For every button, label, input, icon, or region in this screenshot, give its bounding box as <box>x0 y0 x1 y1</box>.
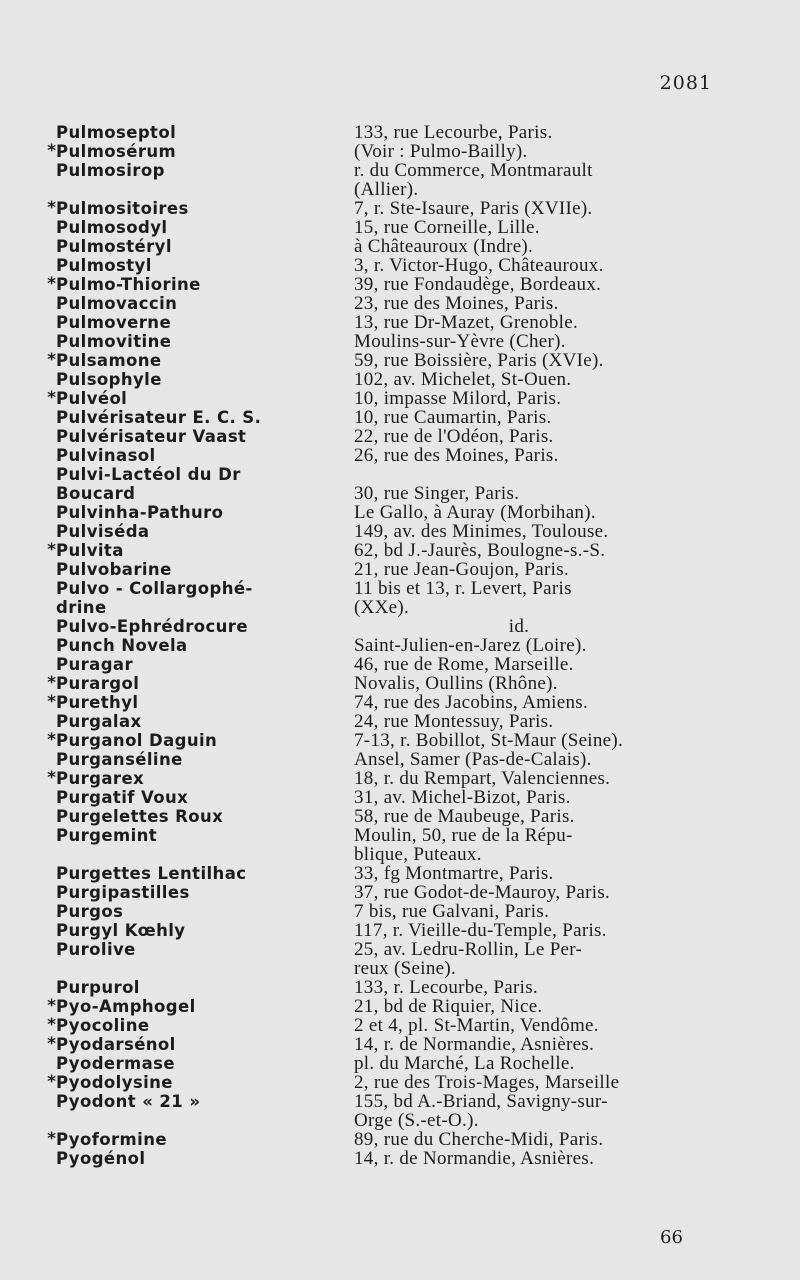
entry-address: Le Gallo, à Auray (Morbihan). <box>354 502 596 523</box>
entry-name: Pulvérisateur Vaast <box>56 427 247 446</box>
entry-name: Purgelettes Roux <box>56 807 224 826</box>
entry-marker: * <box>47 730 56 750</box>
entry-row <box>44 408 724 427</box>
entry-name: Pulmosodyl <box>56 218 168 237</box>
entry-name: Pulmositoires <box>56 199 189 218</box>
entry-marker: * <box>47 350 56 370</box>
entry-row <box>44 199 724 218</box>
entry-address: 24, rue Montessuy, Paris. <box>354 711 554 732</box>
entry-address: pl. du Marché, La Rochelle. <box>354 1053 575 1074</box>
entry-address: (Voir : Pulmo-Bailly). <box>354 141 528 162</box>
entry-row <box>44 275 724 294</box>
entry-name: Purgarex <box>56 769 145 788</box>
entry-marker: * <box>47 1034 56 1054</box>
entry-name: Purgatif Voux <box>56 788 189 807</box>
entry-address: 102, av. Michelet, St-Ouen. <box>354 369 572 390</box>
entry-address: Moulin, 50, rue de la Répu- blique, Puteaux. <box>354 825 573 865</box>
entry-row <box>44 1054 724 1073</box>
entry-address: 21, bd de Riquier, Nice. <box>354 996 543 1017</box>
entry-name: Punch Novela <box>56 636 188 655</box>
entry-address: 117, r. Vieille-du-Temple, Paris. <box>354 920 607 941</box>
entry-row <box>44 294 724 313</box>
entry-row <box>44 389 724 408</box>
entry-address: 21, rue Jean-Goujon, Paris. <box>354 559 569 580</box>
entry-address: 133, r. Lecourbe, Paris. <box>354 977 538 998</box>
entry-address: 2 et 4, pl. St-Martin, Vendôme. <box>354 1015 599 1036</box>
entry-address: 26, rue des Moines, Paris. <box>354 445 559 466</box>
entry-row <box>44 693 724 712</box>
entry-row <box>44 351 724 370</box>
entry-marker: * <box>47 673 56 693</box>
entry-name: Purgos <box>56 902 124 921</box>
entry-address: 14, r. de Normandie, Asnières. <box>354 1148 595 1169</box>
entry-address: 10, rue Caumartin, Paris. <box>354 407 552 428</box>
entry-row <box>44 655 724 674</box>
entry-row <box>44 769 724 788</box>
entry-name: Purgipastilles <box>56 883 190 902</box>
entry-address: 89, rue du Cherche-Midi, Paris. <box>354 1129 604 1150</box>
entry-name: Pulvo-Ephrédrocure <box>56 617 248 636</box>
entry-row <box>44 465 724 503</box>
entry-address: 155, bd A.-Briand, Savigny-sur- Orge (S.-et-O.). <box>354 1091 608 1131</box>
entry-row <box>44 579 724 617</box>
entry-row <box>44 788 724 807</box>
entry-row <box>44 826 724 864</box>
entry-address: 74, rue des Jacobins, Amiens. <box>354 692 589 713</box>
entry-row <box>44 902 724 921</box>
entry-row <box>44 161 724 199</box>
entry-row <box>44 1035 724 1054</box>
entry-address: 59, rue Boissière, Paris (XVIe). <box>354 350 604 371</box>
entry-row <box>44 883 724 902</box>
entry-row <box>44 940 724 978</box>
entry-address: 3, r. Victor-Hugo, Châteauroux. <box>354 255 604 276</box>
entry-address: 39, rue Fondaudège, Bordeaux. <box>354 274 602 295</box>
entry-address: 2, rue des Trois-Mages, Marseille <box>354 1072 620 1093</box>
entry-address: 18, r. du Rempart, Valenciennes. <box>354 768 611 789</box>
entry-name: Purargol <box>56 674 140 693</box>
entry-marker: * <box>47 996 56 1016</box>
page-number: 2081 <box>659 72 712 94</box>
entry-name: Pulmovaccin <box>56 294 178 313</box>
entry-name: Pyogénol <box>56 1149 146 1168</box>
entry-name: Pulvérisateur E. C. S. <box>56 408 262 427</box>
entry-row <box>44 750 724 769</box>
entry-name: Pyo-Amphogel <box>56 997 196 1016</box>
entry-name: Purgalax <box>56 712 142 731</box>
entry-name: Purganséline <box>56 750 183 769</box>
entry-row <box>44 1130 724 1149</box>
entry-row <box>44 1149 724 1168</box>
entry-name: Pulmosérum <box>56 142 177 161</box>
entry-marker: * <box>47 1015 56 1035</box>
entry-row <box>44 1092 724 1130</box>
entry-name: Pulvobarine <box>56 560 172 579</box>
entry-row <box>44 807 724 826</box>
entry-name: Purganol Daguin <box>56 731 218 750</box>
entry-row <box>44 617 724 636</box>
entry-name: Purgettes Lentilhac <box>56 864 247 883</box>
entry-row <box>44 541 724 560</box>
entry-name: Pulvita <box>56 541 124 560</box>
entry-row <box>44 427 724 446</box>
entry-address: 10, impasse Milord, Paris. <box>354 388 562 409</box>
entry-address: 133, rue Lecourbe, Paris. <box>354 122 553 143</box>
entry-row <box>44 332 724 351</box>
entry-name: Pulvi-Lactéol du Dr Boucard <box>56 465 241 503</box>
entry-row <box>44 256 724 275</box>
entry-row <box>44 313 724 332</box>
entry-address: 7 bis, rue Galvani, Paris. <box>354 901 550 922</box>
entry-name: Pulsophyle <box>56 370 162 389</box>
entry-name: Pulvéol <box>56 389 128 408</box>
entry-row <box>44 237 724 256</box>
entry-marker: * <box>47 768 56 788</box>
entry-row <box>44 978 724 997</box>
entry-name: Pulvinasol <box>56 446 156 465</box>
entry-marker: * <box>47 274 56 294</box>
entry-row <box>44 1016 724 1035</box>
entry-name: Pulmostyl <box>56 256 152 275</box>
entry-marker: * <box>47 1072 56 1092</box>
entry-row <box>44 370 724 389</box>
entry-marker: * <box>47 692 56 712</box>
entry-list <box>44 123 724 1168</box>
entry-row <box>44 674 724 693</box>
entry-name: Puragar <box>56 655 133 674</box>
entry-name: Pulmoverne <box>56 313 172 332</box>
entry-name: Purpurol <box>56 978 140 997</box>
entry-address: 58, rue de Maubeuge, Paris. <box>354 806 575 827</box>
entry-address: 23, rue des Moines, Paris. <box>354 293 559 314</box>
entry-row <box>44 218 724 237</box>
entry-address: 30, rue Singer, Paris. <box>354 483 520 504</box>
entry-row <box>44 446 724 465</box>
entry-name: Pyodarsénol <box>56 1035 176 1054</box>
entry-name: Purgyl Kœhly <box>56 921 186 940</box>
entry-row <box>44 503 724 522</box>
entry-row <box>44 560 724 579</box>
entry-address: 22, rue de l'Odéon, Paris. <box>354 426 554 447</box>
entry-address: 37, rue Godot-de-Mauroy, Paris. <box>354 882 611 903</box>
entry-marker: * <box>47 141 56 161</box>
entry-name: Pulmovitine <box>56 332 172 351</box>
entry-row <box>44 123 724 142</box>
entry-name: Pyodolysine <box>56 1073 173 1092</box>
entry-name: Pyodont « 21 » <box>56 1092 201 1111</box>
entry-marker: * <box>47 1129 56 1149</box>
entry-row <box>44 142 724 161</box>
entry-address: 33, fg Montmartre, Paris. <box>354 863 554 884</box>
entry-row <box>44 522 724 541</box>
entry-name: Pyocoline <box>56 1016 150 1035</box>
entry-name: Pulmostéryl <box>56 237 172 256</box>
entry-address: Saint-Julien-en-Jarez (Loire). <box>354 635 587 656</box>
entry-address: id. <box>508 616 530 637</box>
entry-address: à Châteauroux (Indre). <box>354 236 534 257</box>
entry-name: Pyodermase <box>56 1054 175 1073</box>
entry-marker: * <box>47 198 56 218</box>
entry-row <box>44 712 724 731</box>
folio: 66 <box>660 1227 683 1248</box>
entry-name: Pulsamone <box>56 351 162 370</box>
entry-address: 11 bis et 13, r. Levert, Paris (XXe). <box>354 578 572 618</box>
entry-address: 14, r. de Normandie, Asnières. <box>354 1034 595 1055</box>
entry-address: r. du Commerce, Montmarault (Allier). <box>354 160 593 200</box>
entry-address: 149, av. des Minimes, Toulouse. <box>354 521 609 542</box>
entry-address: Moulins-sur-Yèvre (Cher). <box>354 331 566 352</box>
entry-address: 25, av. Ledru-Rollin, Le Per- reux (Seine). <box>354 939 583 979</box>
entry-address: 7-13, r. Bobillot, St-Maur (Seine). <box>354 730 624 751</box>
entry-address: 7, r. Ste-Isaure, Paris (XVIIe). <box>354 198 593 219</box>
entry-row <box>44 997 724 1016</box>
entry-name: Pulmosirop <box>56 161 165 180</box>
entry-row <box>44 921 724 940</box>
entry-row <box>44 1073 724 1092</box>
entry-address: Ansel, Samer (Pas-de-Calais). <box>354 749 592 770</box>
entry-name: Pulvo - Collargophé- drine <box>56 579 253 617</box>
entry-address: 15, rue Corneille, Lille. <box>354 217 540 238</box>
entry-address: 31, av. Michel-Bizot, Paris. <box>354 787 571 808</box>
entry-name: Purethyl <box>56 693 139 712</box>
entry-name: Pyoformine <box>56 1130 167 1149</box>
entry-marker: * <box>47 388 56 408</box>
entry-address: 62, bd J.-Jaurès, Boulogne-s.-S. <box>354 540 606 561</box>
entry-name: Pulvinha-Pathuro <box>56 503 224 522</box>
entry-row <box>44 864 724 883</box>
entry-row <box>44 731 724 750</box>
entry-address: 46, rue de Rome, Marseille. <box>354 654 574 675</box>
entry-marker: * <box>47 540 56 560</box>
entry-name: Purgemint <box>56 826 158 845</box>
entry-address: Novalis, Oullins (Rhône). <box>354 673 558 694</box>
entry-name: Purolive <box>56 940 136 959</box>
entry-name: Pulviséda <box>56 522 150 541</box>
entry-name: Pulmo-Thiorine <box>56 275 201 294</box>
entry-address: 13, rue Dr-Mazet, Grenoble. <box>354 312 579 333</box>
entry-row <box>44 636 724 655</box>
entry-name: Pulmoseptol <box>56 123 177 142</box>
